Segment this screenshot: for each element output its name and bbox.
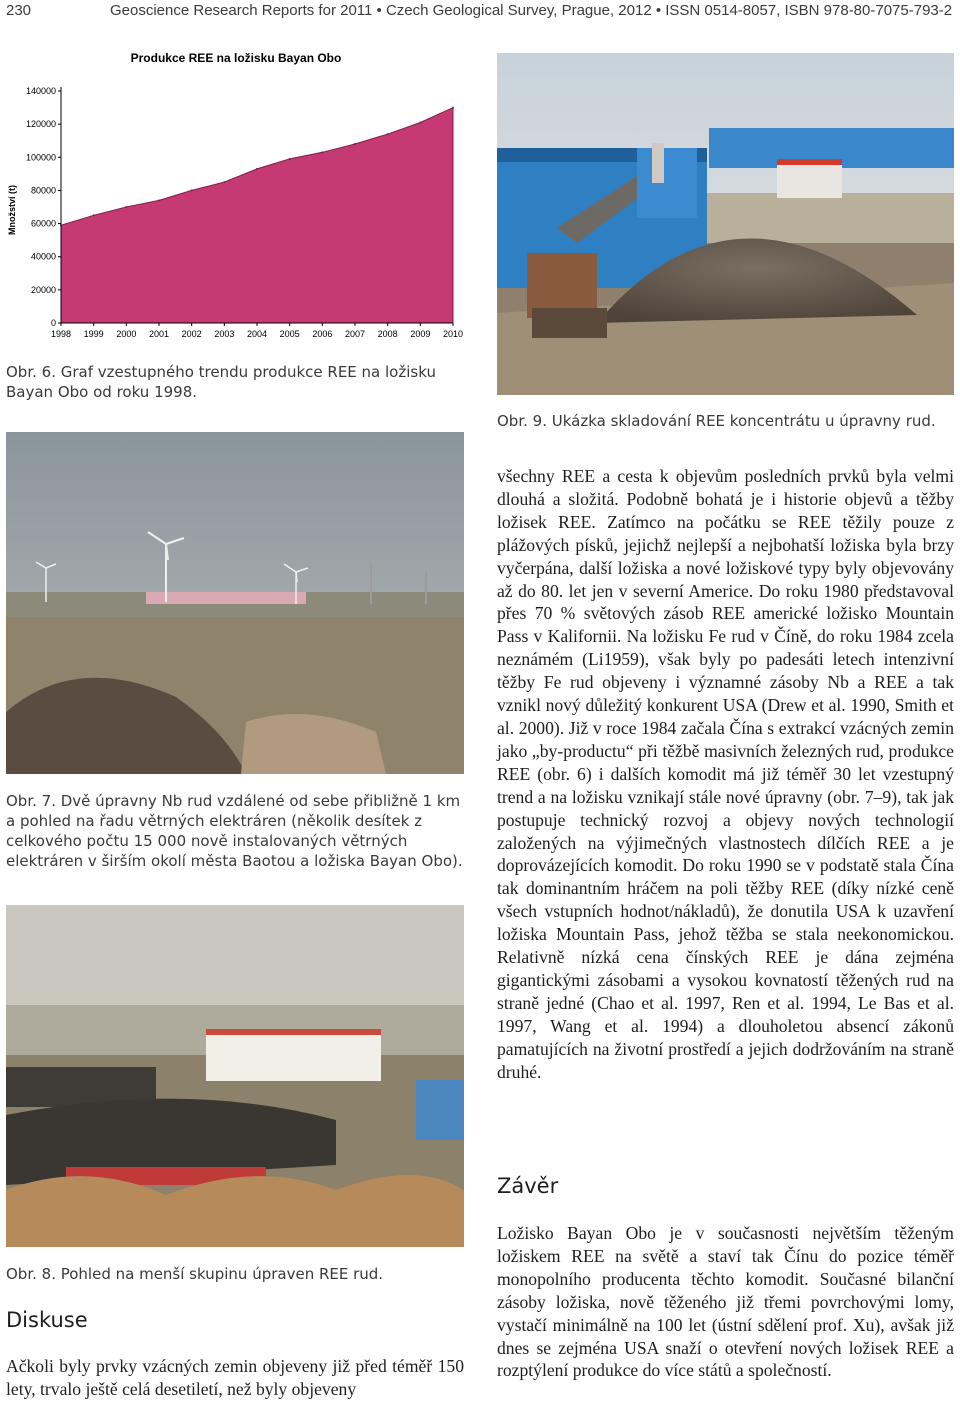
discussion-heading: Diskuse [6,1308,88,1332]
fig7-caption: Obr. 7. Dvě úpravny Nb rud vzdálené od sebe přibližně 1 km a pohled na řadu větrných elektráren (několik desítek z celkového počtu 15 000 nově instalovaných větrných elektráren v širším okolí města Baotou a ložiska Bayan Obo). [6,792,463,870]
data-point-2000 [125,206,127,208]
y-tick-label: 120000 [25,119,56,130]
x-tick-label: 2006 [312,329,333,339]
data-point-2006 [321,151,323,153]
wind-turbines-photo-illustration [6,432,464,774]
x-tick-label: 1999 [83,329,104,339]
x-tick-label: 2007 [344,329,366,339]
fig9-photo [497,53,954,395]
y-tick-label: 60000 [30,218,56,229]
y-tick-label: 100000 [25,152,56,163]
chart-title: Produkce REE na ložisku Bayan Obo [130,51,342,65]
x-tick-label: 2000 [116,329,137,339]
conclusion-paragraph: Ložisko Bayan Obo je v současnosti největším těženým ložiskem REE na světě a staví tak Čínu do pozice téměř monopolního producenta těchto komodit. Současné bilanční zásoby ložiska, nově těženého již třemi povrchovými lomy, vystačí minimálně na 100 let (ústní sdělení prof. Xu), avšak již dnes se zejména USA snaží o otevření nových ložisek REE a rozptýlení produkce do více států a společností. [497,1223,954,1381]
y-axis-label: Množství (t) [7,185,17,235]
discussion-paragraph-continued: všechny REE a cesta k objevům posledních prvků byla velmi dlouhá a složitá. Podobně bohatá je i historie objevů a těžby ložisek REE. Zatímco na počátku se REE těžily pouze z plážových písků, jejichž nejlepší a nejbohatší ložiska byla brzy vyčerpána, další ložiska a nové ložiskové typy byly objevovány až do 80. let jen v severní Americe. Do roku 1980 představoval přes 70 % světových zásob REE americké ložisko Mountain Pass v Kalifornii. Na ložisku Fe rud v Číně, do roku 1984 zcela neznámém (Li1959), však byly po padesáti letech intenzivní těžby Fe rud objeveny i významné zásoby Nb a REE a tak vznikl nový důležitý konkurent USA (Drew et al. 1990, Smith et al. 2000). Již v roce 1984 začala Čína s extrakcí vzácných zemin jako „by-productu“ při těžbě masivních železných rud, produkce REE (obr. 6) i dalších komodit má již téměř 30 let vzestupný trend a na ložisku vznikají stále nové úpravny (obr. 7–9), tak jak postupuje technický rozvoj a objevy nových technologií založených na výjimečných vlastnostech dílčích REE a je doprovázejících komodit. Do roku 1990 se v podstatě stala Čína tak dominantním hráčem na poli těžby REE (díky nízké ceně všech vstupních hodnot/nákladů), že donutila USA k uzavření ložiska Mountain Pass, jehož těžba se stala neekonomickou. Relativně nízká cena čínských REE je dána zejména gigantickými zásobami a vysokou kovnatostí těžených rud na straně jedné (Chao et al. 1997, Ren et al. 1994, Le Bas et al. 1997, Wang et al. 1994) a dlouholetou absencí zákonů pamatujících na životní prostředí a jejich dodržováním na straně druhé. [497,466,954,1082]
data-point-2005 [289,158,291,160]
discussion-paragraph-start: Ačkoli byly prvky vzácných zemin objeveny již před téměř 150 lety, trvalo ještě celá desetiletí, než byly objeveny [6,1356,464,1399]
fig9-caption: Obr. 9. Ukázka skladování REE koncentrátu u úpravny rud. [497,412,936,430]
data-point-2002 [191,189,193,191]
x-tick-label: 2002 [181,329,202,339]
conclusion-heading: Závěr [497,1174,559,1198]
x-tick-label: 2001 [148,329,170,339]
running-header [6,0,954,22]
data-point-2004 [256,168,258,170]
x-tick-label: 2005 [279,329,300,339]
data-point-2010 [452,107,454,109]
data-point-2009 [419,121,421,123]
production-area-chart [6,46,464,352]
y-tick-label: 140000 [25,86,56,96]
running-title: Geoscience Research Reports for 2011 • Czech Geological Survey, Prague, 2012 • ISSN 0514-8057, ISBN 978-80-7075-793-2 [110,2,953,19]
x-tick-label: 2004 [246,329,268,339]
data-point-2008 [387,133,389,135]
data-point-1999 [93,214,95,216]
x-tick-label: 1998 [50,329,72,339]
x-tick-label: 2009 [410,329,431,339]
fig6-chart [6,46,464,352]
data-point-2003 [223,181,225,183]
y-tick-label: 20000 [30,284,56,295]
plot-area [26,86,463,339]
x-tick-label: 2010 [442,329,464,339]
fig8-caption: Obr. 8. Pohled na menší skupinu úpraven REE rud. [6,1265,384,1283]
page-number: 230 [6,2,32,19]
y-tick-label: 0 [50,318,56,328]
area-series [61,108,453,323]
data-point-2007 [354,143,356,145]
y-tick-label: 80000 [30,185,56,196]
data-point-2001 [158,199,160,201]
x-tick-label: 2008 [377,329,398,339]
y-tick-label: 40000 [30,251,56,262]
x-tick-label: 2003 [214,329,235,339]
fig6-caption: Obr. 6. Graf vzestupného trendu produkce REE na ložisku Bayan Obo od roku 1998. [6,363,436,401]
fig7-photo [6,432,464,774]
fig8-photo [6,905,464,1247]
processing-plants-photo-illustration [6,905,464,1247]
stockpile-photo-illustration [497,53,954,395]
